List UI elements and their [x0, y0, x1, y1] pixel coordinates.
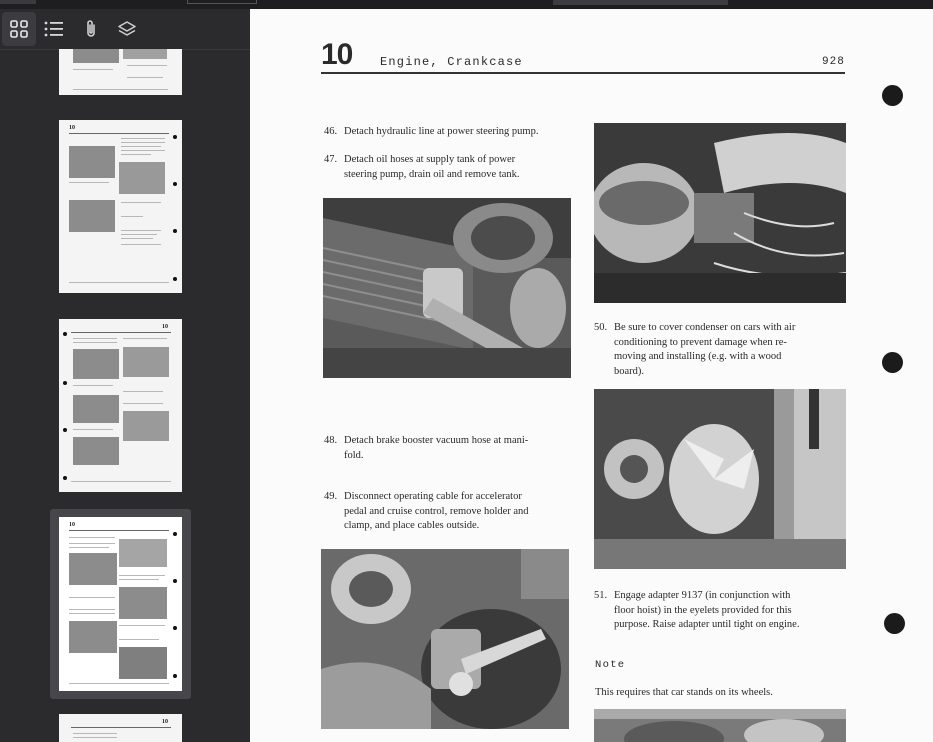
step-49: 49. Disconnect operating cable for accelerator pedal and cruise control, remove holder and clamp, and place cables outside. — [324, 491, 529, 531]
step-50: 50. Be sure to cover condenser on cars with air conditioning to prevent damage when re- moving and installing (e.g. with a wood board). — [594, 322, 796, 377]
page-thumbnail[interactable] — [59, 714, 182, 742]
header-rule — [321, 72, 845, 74]
layers-button[interactable] — [110, 12, 144, 46]
step-47: 47. Detach oil hoses at supply tank of power steering pump, drain oil and remove tank. — [324, 154, 520, 180]
note-heading: Note — [595, 659, 626, 671]
engine-photo — [594, 389, 846, 569]
binder-hole — [884, 613, 905, 634]
thumbnail-page-number: 10 — [69, 125, 75, 131]
page-thumbnail[interactable] — [59, 49, 182, 95]
layers-icon — [117, 20, 137, 38]
thumbnail-page-number: 10 — [69, 522, 75, 528]
step-51: 51. Engage adapter 9137 (in conjunction with floor hoist) in the eyelets provided for this purpose. Raise adapter until tight on engine. — [594, 590, 800, 630]
page-thumbnail[interactable] — [59, 120, 182, 293]
page-thumbnail-current[interactable] — [59, 517, 182, 691]
binder-hole — [882, 85, 903, 106]
step-48: 48. Detach brake booster vacuum hose at mani- fold. — [324, 435, 529, 461]
section-title: Engine, Crankcase — [380, 55, 523, 69]
thumbnail-page-number: 10 — [162, 324, 168, 330]
sidebar — [0, 9, 250, 742]
section-number: 10 — [321, 38, 353, 71]
toolbar-button[interactable] — [0, 0, 36, 4]
thumbnails-button[interactable] — [2, 12, 36, 46]
toolbar-field[interactable] — [553, 0, 728, 5]
engine-photo — [321, 549, 569, 729]
engine-photo — [323, 198, 571, 378]
thumbnail-page-number: 10 — [162, 719, 168, 725]
document-viewer[interactable] — [250, 9, 933, 742]
document-page: 10 Engine, Crankcase 928 46. Detach hydraulic line at power steering pump. 47. Detach oil hoses at supply tank of power steering pump, drain oil and remove tank. 50. Be sure to cover condenser on cars with air conditioning to prevent damage when re- moving and installing (e.g. with a wood board). 48. Detach brake booster vacuum hose at mani- fold. 49. Disconnect operating cable for accelerator pedal and cruise control, remove holder and clamp, and place cables outside. 51. Engage adapter 9137 (in conjunction with floor hoist) in the eyelets provided for this purpose. Raise adapter until tight on engine. Note This requires that car stands on its wheels. — [250, 9, 933, 742]
engine-photo — [594, 123, 846, 303]
model-number: 928 — [822, 56, 845, 68]
page-thumbnail[interactable] — [59, 319, 182, 492]
list-icon — [44, 20, 64, 38]
engine-photo — [594, 709, 846, 742]
note-text: This requires that car stands on its wheels. — [595, 687, 773, 698]
sidebar-toolbar — [0, 9, 250, 50]
top-toolbar-strip — [0, 0, 933, 9]
outline-button[interactable] — [37, 12, 71, 46]
toolbar-field[interactable] — [187, 0, 257, 4]
grid-icon — [10, 20, 28, 38]
paperclip-icon — [83, 19, 99, 39]
attachments-button[interactable] — [74, 12, 108, 46]
binder-hole — [882, 352, 903, 373]
